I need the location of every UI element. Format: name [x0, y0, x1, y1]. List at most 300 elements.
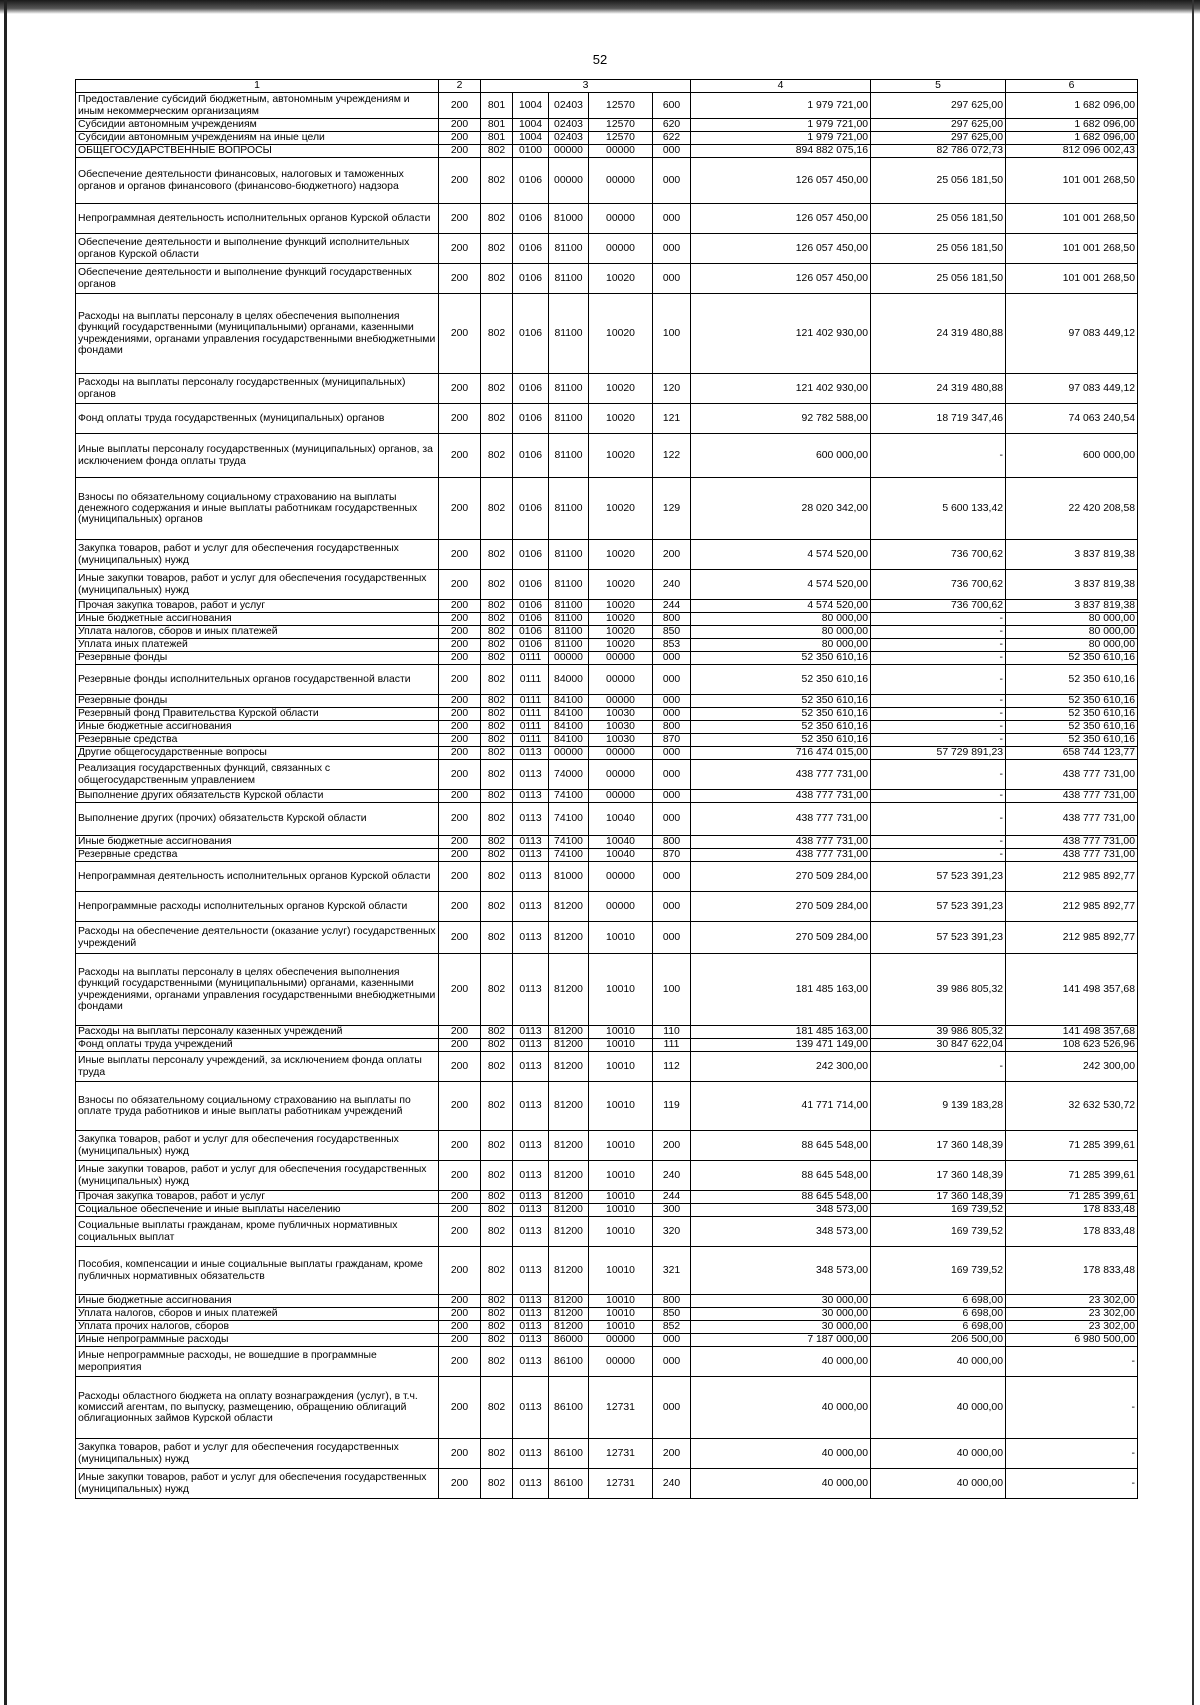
direction-code-cell: 00000 [589, 695, 653, 708]
grbs-code-cell: 200 [439, 1347, 481, 1377]
column-header-2: 2 [439, 80, 481, 93]
direction-code-cell: 10020 [589, 404, 653, 434]
grbs-code-cell: 200 [439, 734, 481, 747]
amount-column-5-cell: 6 698,00 [871, 1321, 1006, 1334]
direction-code-cell: 12570 [589, 93, 653, 119]
amount-column-5-cell: 297 625,00 [871, 119, 1006, 132]
table-row [76, 1204, 1138, 1217]
column-header-6: 6 [1006, 80, 1138, 93]
subsection-code-cell: 0113 [513, 1039, 549, 1052]
section-code-cell: 802 [481, 639, 513, 652]
section-code-cell: 802 [481, 1026, 513, 1039]
subsection-code-cell: 0113 [513, 1377, 549, 1439]
amount-column-6-cell: 71 285 399,61 [1006, 1131, 1138, 1161]
grbs-code-cell: 200 [439, 234, 481, 264]
subsection-code-cell: 0106 [513, 204, 549, 234]
subsection-code-cell: 0111 [513, 721, 549, 734]
section-code-cell: 802 [481, 1347, 513, 1377]
direction-code-cell: 10010 [589, 1039, 653, 1052]
amount-column-6-cell: 52 350 610,16 [1006, 652, 1138, 665]
program-code-cell: 74000 [549, 760, 589, 790]
direction-code-cell: 10020 [589, 570, 653, 600]
amount-column-4-cell: 181 485 163,00 [691, 1026, 871, 1039]
amount-column-6-cell: 101 001 268,50 [1006, 158, 1138, 204]
subsection-code-cell: 0106 [513, 374, 549, 404]
subsection-code-cell: 0113 [513, 1439, 549, 1469]
amount-column-4-cell: 1 979 721,00 [691, 132, 871, 145]
subsection-code-cell: 0113 [513, 747, 549, 760]
row-name-cell: Непрограммные расходы исполнительных органов Курской области [76, 892, 439, 922]
program-code-cell: 84100 [549, 721, 589, 734]
amount-column-5-cell: - [871, 652, 1006, 665]
amount-column-6-cell: 80 000,00 [1006, 639, 1138, 652]
subsection-code-cell: 0106 [513, 613, 549, 626]
grbs-code-cell: 200 [439, 1191, 481, 1204]
grbs-code-cell: 200 [439, 374, 481, 404]
subsection-code-cell: 0113 [513, 1052, 549, 1082]
amount-column-6-cell: 3 837 819,38 [1006, 600, 1138, 613]
row-name-cell: ОБЩЕГОСУДАРСТВЕННЫЕ ВОПРОСЫ [76, 145, 439, 158]
grbs-code-cell: 200 [439, 892, 481, 922]
expense-type-cell: 850 [653, 1308, 691, 1321]
program-code-cell: 00000 [549, 158, 589, 204]
direction-code-cell: 10020 [589, 294, 653, 374]
section-code-cell: 802 [481, 434, 513, 478]
amount-column-4-cell: 242 300,00 [691, 1052, 871, 1082]
amount-column-5-cell: - [871, 790, 1006, 803]
expense-type-cell: 000 [653, 1334, 691, 1347]
program-code-cell: 00000 [549, 652, 589, 665]
amount-column-6-cell: 52 350 610,16 [1006, 708, 1138, 721]
table-row [76, 652, 1138, 665]
table-row [76, 1191, 1138, 1204]
amount-column-6-cell: - [1006, 1469, 1138, 1499]
row-name-cell: Закупка товаров, работ и услуг для обеспечения государственных (муниципальных) нужд [76, 540, 439, 570]
direction-code-cell: 12731 [589, 1439, 653, 1469]
subsection-code-cell: 0113 [513, 1217, 549, 1247]
subsection-code-cell: 0106 [513, 294, 549, 374]
amount-column-5-cell: 24 319 480,88 [871, 374, 1006, 404]
subsection-code-cell: 0106 [513, 570, 549, 600]
direction-code-cell: 12570 [589, 119, 653, 132]
amount-column-6-cell: 6 980 500,00 [1006, 1334, 1138, 1347]
table-row [76, 478, 1138, 540]
subsection-code-cell: 0113 [513, 954, 549, 1026]
subsection-code-cell: 0106 [513, 264, 549, 294]
subsection-code-cell: 0113 [513, 892, 549, 922]
row-name-cell: Обеспечение деятельности и выполнение функций государственных органов [76, 264, 439, 294]
section-code-cell: 802 [481, 613, 513, 626]
amount-column-6-cell: 3 837 819,38 [1006, 540, 1138, 570]
table-row [76, 1052, 1138, 1082]
row-name-cell: Непрограммная деятельность исполнительных органов Курской области [76, 204, 439, 234]
expense-type-cell: 121 [653, 404, 691, 434]
amount-column-5-cell: - [871, 836, 1006, 849]
subsection-code-cell: 0113 [513, 922, 549, 954]
section-code-cell: 802 [481, 1334, 513, 1347]
grbs-code-cell: 200 [439, 600, 481, 613]
amount-column-5-cell: 57 523 391,23 [871, 892, 1006, 922]
amount-column-6-cell: 438 777 731,00 [1006, 803, 1138, 836]
direction-code-cell: 10010 [589, 1026, 653, 1039]
direction-code-cell: 10010 [589, 1295, 653, 1308]
program-code-cell: 81100 [549, 478, 589, 540]
table-row [76, 1131, 1138, 1161]
program-code-cell: 81100 [549, 404, 589, 434]
amount-column-5-cell: - [871, 721, 1006, 734]
subsection-code-cell: 0113 [513, 803, 549, 836]
amount-column-6-cell: 23 302,00 [1006, 1308, 1138, 1321]
program-code-cell: 86100 [549, 1377, 589, 1439]
grbs-code-cell: 200 [439, 652, 481, 665]
section-code-cell: 802 [481, 790, 513, 803]
section-code-cell: 802 [481, 954, 513, 1026]
expense-type-cell: 000 [653, 892, 691, 922]
amount-column-4-cell: 438 777 731,00 [691, 803, 871, 836]
program-code-cell: 86100 [549, 1439, 589, 1469]
table-row [76, 639, 1138, 652]
amount-column-6-cell: 22 420 208,58 [1006, 478, 1138, 540]
expense-type-cell: 320 [653, 1217, 691, 1247]
expense-type-cell: 000 [653, 695, 691, 708]
subsection-code-cell: 0113 [513, 1161, 549, 1191]
amount-column-4-cell: 80 000,00 [691, 639, 871, 652]
direction-code-cell: 10030 [589, 721, 653, 734]
amount-column-4-cell: 80 000,00 [691, 613, 871, 626]
table-row [76, 132, 1138, 145]
table-row [76, 1295, 1138, 1308]
table-row [76, 374, 1138, 404]
direction-code-cell: 10010 [589, 1161, 653, 1191]
amount-column-5-cell: 82 786 072,73 [871, 145, 1006, 158]
grbs-code-cell: 200 [439, 145, 481, 158]
row-name-cell: Закупка товаров, работ и услуг для обеспечения государственных (муниципальных) нужд [76, 1439, 439, 1469]
amount-column-6-cell: 438 777 731,00 [1006, 790, 1138, 803]
expense-type-cell: 120 [653, 374, 691, 404]
section-code-cell: 802 [481, 374, 513, 404]
row-name-cell: Другие общегосударственные вопросы [76, 747, 439, 760]
table-row [76, 294, 1138, 374]
amount-column-4-cell: 4 574 520,00 [691, 540, 871, 570]
grbs-code-cell: 200 [439, 626, 481, 639]
amount-column-5-cell: - [871, 626, 1006, 639]
row-name-cell: Иные закупки товаров, работ и услуг для обеспечения государственных (муниципальных) нужд [76, 1161, 439, 1191]
direction-code-cell: 10010 [589, 1191, 653, 1204]
section-code-cell: 802 [481, 1377, 513, 1439]
column-header-4: 4 [691, 80, 871, 93]
program-code-cell: 81100 [549, 639, 589, 652]
amount-column-4-cell: 121 402 930,00 [691, 374, 871, 404]
row-name-cell: Иные бюджетные ассигнования [76, 721, 439, 734]
program-code-cell: 81200 [549, 1131, 589, 1161]
direction-code-cell: 00000 [589, 1334, 653, 1347]
subsection-code-cell: 0113 [513, 1247, 549, 1295]
row-name-cell: Фонд оплаты труда учреждений [76, 1039, 439, 1052]
direction-code-cell: 10020 [589, 639, 653, 652]
program-code-cell: 81200 [549, 1052, 589, 1082]
row-name-cell: Иные закупки товаров, работ и услуг для обеспечения государственных (муниципальных) нужд [76, 570, 439, 600]
program-code-cell: 84000 [549, 665, 589, 695]
amount-column-6-cell: 101 001 268,50 [1006, 234, 1138, 264]
expense-type-cell: 870 [653, 849, 691, 862]
table-row [76, 1082, 1138, 1131]
grbs-code-cell: 200 [439, 639, 481, 652]
amount-column-4-cell: 52 350 610,16 [691, 708, 871, 721]
expense-type-cell: 000 [653, 922, 691, 954]
amount-column-6-cell: 438 777 731,00 [1006, 849, 1138, 862]
row-name-cell: Закупка товаров, работ и услуг для обеспечения государственных (муниципальных) нужд [76, 1131, 439, 1161]
amount-column-4-cell: 4 574 520,00 [691, 600, 871, 613]
row-name-cell: Резервные фонды исполнительных органов государственной власти [76, 665, 439, 695]
column-header-5: 5 [871, 80, 1006, 93]
row-name-cell: Социальные выплаты гражданам, кроме публичных нормативных социальных выплат [76, 1217, 439, 1247]
table-row [76, 613, 1138, 626]
direction-code-cell: 10010 [589, 1308, 653, 1321]
amount-column-5-cell: 57 523 391,23 [871, 922, 1006, 954]
amount-column-4-cell: 126 057 450,00 [691, 204, 871, 234]
amount-column-6-cell: - [1006, 1377, 1138, 1439]
amount-column-5-cell: 40 000,00 [871, 1347, 1006, 1377]
row-name-cell: Уплата прочих налогов, сборов [76, 1321, 439, 1334]
row-name-cell: Обеспечение деятельности финансовых, налоговых и таможенных органов и органов финансового (финансово-бюджетного) надзора [76, 158, 439, 204]
expense-type-cell: 200 [653, 1439, 691, 1469]
section-code-cell: 802 [481, 626, 513, 639]
table-row [76, 600, 1138, 613]
expense-type-cell: 000 [653, 803, 691, 836]
amount-column-5-cell: 25 056 181,50 [871, 234, 1006, 264]
row-name-cell: Выполнение других обязательств Курской области [76, 790, 439, 803]
row-name-cell: Резервный фонд Правительства Курской области [76, 708, 439, 721]
direction-code-cell: 10020 [589, 600, 653, 613]
program-code-cell: 81200 [549, 892, 589, 922]
direction-code-cell: 10010 [589, 1052, 653, 1082]
subsection-code-cell: 0111 [513, 734, 549, 747]
table-row [76, 434, 1138, 478]
expense-type-cell: 000 [653, 1347, 691, 1377]
table-row [76, 1217, 1138, 1247]
section-code-cell: 802 [481, 540, 513, 570]
grbs-code-cell: 200 [439, 721, 481, 734]
section-code-cell: 802 [481, 652, 513, 665]
amount-column-4-cell: 52 350 610,16 [691, 652, 871, 665]
grbs-code-cell: 200 [439, 204, 481, 234]
table-row [76, 1439, 1138, 1469]
amount-column-5-cell: - [871, 1052, 1006, 1082]
amount-column-4-cell: 88 645 548,00 [691, 1131, 871, 1161]
amount-column-6-cell: 23 302,00 [1006, 1295, 1138, 1308]
grbs-code-cell: 200 [439, 570, 481, 600]
section-code-cell: 802 [481, 695, 513, 708]
section-code-cell: 802 [481, 1082, 513, 1131]
program-code-cell: 81200 [549, 1026, 589, 1039]
amount-column-5-cell: 40 000,00 [871, 1439, 1006, 1469]
table-row [76, 836, 1138, 849]
grbs-code-cell: 200 [439, 1082, 481, 1131]
row-name-cell: Расходы на выплаты персоналу в целях обеспечения выполнения функций государственными (муниципальными) органами, казенными учреждениями, органами управления государственными внебюджетными фондами [76, 294, 439, 374]
expense-type-cell: 000 [653, 204, 691, 234]
program-code-cell: 86100 [549, 1347, 589, 1377]
expense-type-cell: 870 [653, 734, 691, 747]
direction-code-cell: 10030 [589, 708, 653, 721]
section-code-cell: 802 [481, 708, 513, 721]
amount-column-5-cell: 24 319 480,88 [871, 294, 1006, 374]
amount-column-4-cell: 438 777 731,00 [691, 760, 871, 790]
amount-column-5-cell: - [871, 734, 1006, 747]
subsection-code-cell: 0113 [513, 1131, 549, 1161]
direction-code-cell: 10010 [589, 1321, 653, 1334]
table-row [76, 790, 1138, 803]
amount-column-5-cell: 169 739,52 [871, 1204, 1006, 1217]
table-row [76, 708, 1138, 721]
table-row [76, 264, 1138, 294]
amount-column-4-cell: 40 000,00 [691, 1439, 871, 1469]
amount-column-6-cell: 212 985 892,77 [1006, 862, 1138, 892]
amount-column-6-cell: 178 833,48 [1006, 1217, 1138, 1247]
amount-column-4-cell: 52 350 610,16 [691, 695, 871, 708]
expense-type-cell: 600 [653, 93, 691, 119]
program-code-cell: 86100 [549, 1469, 589, 1499]
amount-column-4-cell: 126 057 450,00 [691, 264, 871, 294]
direction-code-cell: 10010 [589, 1082, 653, 1131]
direction-code-cell: 12570 [589, 132, 653, 145]
expense-type-cell: 000 [653, 708, 691, 721]
grbs-code-cell: 200 [439, 1308, 481, 1321]
direction-code-cell: 10040 [589, 849, 653, 862]
row-name-cell: Уплата иных платежей [76, 639, 439, 652]
amount-column-5-cell: 39 986 805,32 [871, 954, 1006, 1026]
amount-column-5-cell: 169 739,52 [871, 1247, 1006, 1295]
grbs-code-cell: 200 [439, 862, 481, 892]
subsection-code-cell: 0106 [513, 639, 549, 652]
section-code-cell: 802 [481, 665, 513, 695]
amount-column-6-cell: 1 682 096,00 [1006, 132, 1138, 145]
table-row [76, 204, 1138, 234]
amount-column-5-cell: 17 360 148,39 [871, 1191, 1006, 1204]
program-code-cell: 81200 [549, 1161, 589, 1191]
row-name-cell: Иные выплаты персоналу государственных (муниципальных) органов, за исключением фонда оплаты труда [76, 434, 439, 478]
amount-column-6-cell: 141 498 357,68 [1006, 1026, 1138, 1039]
expense-type-cell: 244 [653, 1191, 691, 1204]
table-row [76, 404, 1138, 434]
table-row [76, 954, 1138, 1026]
table-row [76, 93, 1138, 119]
amount-column-4-cell: 181 485 163,00 [691, 954, 871, 1026]
expense-type-cell: 129 [653, 478, 691, 540]
section-code-cell: 802 [481, 760, 513, 790]
program-code-cell: 74100 [549, 836, 589, 849]
table-row [76, 1308, 1138, 1321]
program-code-cell: 81100 [549, 434, 589, 478]
amount-column-5-cell: - [871, 695, 1006, 708]
expense-type-cell: 200 [653, 1131, 691, 1161]
row-name-cell: Иные бюджетные ассигнования [76, 836, 439, 849]
program-code-cell: 84100 [549, 734, 589, 747]
expense-type-cell: 850 [653, 626, 691, 639]
program-code-cell: 81200 [549, 954, 589, 1026]
table-row [76, 1334, 1138, 1347]
program-code-cell: 81100 [549, 264, 589, 294]
row-name-cell: Расходы на обеспечение деятельности (оказание услуг) государственных учреждений [76, 922, 439, 954]
expense-type-cell: 000 [653, 145, 691, 158]
amount-column-5-cell: 169 739,52 [871, 1217, 1006, 1247]
section-code-cell: 802 [481, 1469, 513, 1499]
expense-type-cell: 620 [653, 119, 691, 132]
table-row [76, 862, 1138, 892]
amount-column-4-cell: 40 000,00 [691, 1469, 871, 1499]
amount-column-4-cell: 121 402 930,00 [691, 294, 871, 374]
subsection-code-cell: 0106 [513, 234, 549, 264]
amount-column-5-cell: 736 700,62 [871, 570, 1006, 600]
subsection-code-cell: 0111 [513, 708, 549, 721]
grbs-code-cell: 200 [439, 1439, 481, 1469]
grbs-code-cell: 200 [439, 478, 481, 540]
row-name-cell: Пособия, компенсации и иные социальные выплаты гражданам, кроме публичных нормативных обязательств [76, 1247, 439, 1295]
subsection-code-cell: 0113 [513, 1308, 549, 1321]
amount-column-5-cell: 18 719 347,46 [871, 404, 1006, 434]
expense-type-cell: 100 [653, 954, 691, 1026]
subsection-code-cell: 0113 [513, 1334, 549, 1347]
amount-column-4-cell: 348 573,00 [691, 1217, 871, 1247]
scan-edge-left [4, 0, 7, 1705]
amount-column-4-cell: 1 979 721,00 [691, 93, 871, 119]
program-code-cell: 81200 [549, 1295, 589, 1308]
expense-type-cell: 240 [653, 1469, 691, 1499]
grbs-code-cell: 200 [439, 1026, 481, 1039]
subsection-code-cell: 0100 [513, 145, 549, 158]
row-name-cell: Субсидии автономным учреждениям [76, 119, 439, 132]
row-name-cell: Иные непрограммные расходы, не вошедшие в программные мероприятия [76, 1347, 439, 1377]
section-code-cell: 802 [481, 1191, 513, 1204]
amount-column-6-cell: 438 777 731,00 [1006, 836, 1138, 849]
direction-code-cell: 10010 [589, 954, 653, 1026]
table-row [76, 760, 1138, 790]
amount-column-4-cell: 126 057 450,00 [691, 234, 871, 264]
amount-column-6-cell: 1 682 096,00 [1006, 93, 1138, 119]
program-code-cell: 74100 [549, 849, 589, 862]
grbs-code-cell: 200 [439, 1334, 481, 1347]
row-name-cell: Прочая закупка товаров, работ и услуг [76, 600, 439, 613]
amount-column-4-cell: 30 000,00 [691, 1308, 871, 1321]
amount-column-5-cell: - [871, 760, 1006, 790]
program-code-cell: 84100 [549, 695, 589, 708]
grbs-code-cell: 200 [439, 760, 481, 790]
table-row [76, 145, 1138, 158]
subsection-code-cell: 0111 [513, 665, 549, 695]
program-code-cell: 81100 [549, 374, 589, 404]
table-row [76, 1469, 1138, 1499]
grbs-code-cell: 200 [439, 695, 481, 708]
page-number: 52 [592, 52, 608, 67]
program-code-cell: 86000 [549, 1334, 589, 1347]
direction-code-cell: 10020 [589, 613, 653, 626]
grbs-code-cell: 200 [439, 1377, 481, 1439]
amount-column-6-cell: 71 285 399,61 [1006, 1191, 1138, 1204]
amount-column-6-cell: 97 083 449,12 [1006, 294, 1138, 374]
section-code-cell: 802 [481, 600, 513, 613]
table-row [76, 1347, 1138, 1377]
subsection-code-cell: 0113 [513, 760, 549, 790]
table-row [76, 1247, 1138, 1295]
direction-code-cell: 10010 [589, 922, 653, 954]
direction-code-cell: 00000 [589, 790, 653, 803]
section-code-cell: 802 [481, 1052, 513, 1082]
direction-code-cell: 10030 [589, 734, 653, 747]
amount-column-4-cell: 52 350 610,16 [691, 721, 871, 734]
amount-column-6-cell: 212 985 892,77 [1006, 922, 1138, 954]
amount-column-4-cell: 52 350 610,16 [691, 734, 871, 747]
amount-column-4-cell: 894 882 075,16 [691, 145, 871, 158]
table-row [76, 234, 1138, 264]
